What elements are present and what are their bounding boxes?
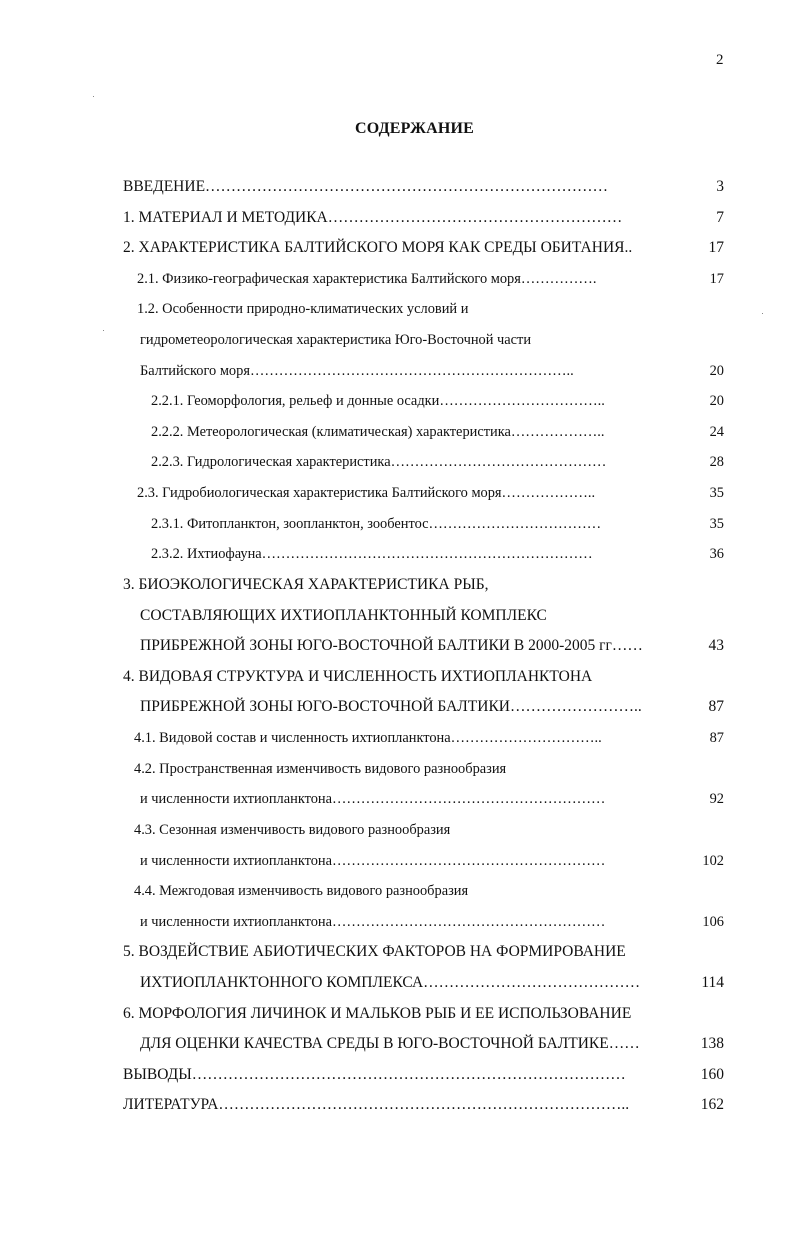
toc-entry [0, 447, 799, 477]
toc-entry-title: 1. МАТЕРИАЛ И МЕТОДИКА………………………………………………… [123, 209, 623, 226]
toc-entry [0, 386, 799, 416]
toc-entry [0, 509, 799, 539]
toc-entry [0, 1060, 799, 1090]
toc-entry-title: 2.3.1. Фитопланктон, зоопланктон, зообентос……………………………… [151, 516, 602, 532]
toc-entry-page: 138 [700, 1035, 724, 1052]
toc-entry-page: 162 [700, 1096, 724, 1113]
toc-entry [0, 203, 799, 233]
toc-entry-title: 4. ВИДОВАЯ СТРУКТУРА И ЧИСЛЕННОСТЬ ИХТИОПЛАНКТОНА [123, 668, 593, 685]
toc-entry-title: 2.2.3. Гидрологическая характеристика……………………………………… [151, 454, 607, 470]
toc-entry-title: 2.3.2. Ихтиофауна…………………………………………………………… [151, 546, 593, 562]
toc-entry-page: 20 [709, 393, 724, 409]
toc-entry [0, 356, 799, 386]
toc-entry-title: 4.4. Межгодовая изменчивость видового разнообразия [134, 883, 469, 899]
toc-entry-title: и численности ихтиопланктона………………………………………………… [140, 914, 606, 930]
toc-entry [0, 601, 799, 631]
toc-entry-page: 17 [708, 239, 724, 256]
page-number: 2 [716, 52, 724, 68]
toc-entry-page: 160 [700, 1066, 724, 1083]
toc-entry [0, 264, 799, 294]
toc-entry [0, 815, 799, 845]
toc-entry-title: ВЫВОДЫ………………………………………………………………………… [123, 1066, 626, 1083]
toc-entry-page: 87 [709, 730, 724, 746]
toc-entry-page: 36 [709, 546, 724, 562]
toc-entry [0, 999, 799, 1029]
toc-entry-title: 6. МОРФОЛОГИЯ ЛИЧИНОК И МАЛЬКОВ РЫБ И ЕЕ ИСПОЛЬЗОВАНИЕ [123, 1005, 632, 1022]
toc-entry [0, 968, 799, 998]
toc-entry-title: и численности ихтиопланктона………………………………………………… [140, 853, 606, 869]
toc-entry-page: 20 [709, 363, 724, 379]
toc-entry [0, 662, 799, 692]
toc-entry-title: 1.2. Особенности природно-климатических условий и [137, 301, 469, 317]
toc-entry [0, 325, 799, 355]
toc-entry [0, 754, 799, 784]
toc-entry-title: 5. ВОЗДЕЙСТВИЕ АБИОТИЧЕСКИХ ФАКТОРОВ НА ФОРМИРОВАНИЕ [123, 943, 626, 960]
toc-entry-title: Балтийского моря………………………………………………………….. [140, 363, 574, 379]
toc-entry-page: 87 [708, 698, 724, 715]
toc-entry [0, 417, 799, 447]
toc-entry-title: ЛИТЕРАТУРА…………………………………………………………………….. [123, 1096, 630, 1113]
toc-entry [0, 294, 799, 324]
toc-entry-title: СОСТАВЛЯЮЩИХ ИХТИОПЛАНКТОННЫЙ КОМПЛЕКС [140, 607, 547, 624]
toc-entry-page: 43 [708, 637, 724, 654]
toc-entry-title: 2.1. Физико-географическая характеристика Балтийского моря……………. [137, 271, 597, 287]
toc-entry [0, 233, 799, 263]
scan-speck [762, 313, 763, 314]
toc-entry-title: 3. БИОЭКОЛОГИЧЕСКАЯ ХАРАКТЕРИСТИКА РЫБ, [123, 576, 489, 593]
scan-speck [93, 96, 94, 97]
toc-entry-title: и численности ихтиопланктона………………………………………………… [140, 791, 606, 807]
toc-entry-page: 3 [716, 178, 724, 195]
toc-entry [0, 692, 799, 722]
toc-entry [0, 876, 799, 906]
toc-entry [0, 846, 799, 876]
toc-entry [0, 723, 799, 753]
toc-entry-title: 2. ХАРАКТЕРИСТИКА БАЛТИЙСКОГО МОРЯ КАК СРЕДЫ ОБИТАНИЯ.. [123, 239, 633, 256]
toc-entry-page: 7 [716, 209, 724, 226]
toc-entry-title: 4.2. Пространственная изменчивость видового разнообразия [134, 761, 507, 777]
toc-entry [0, 1029, 799, 1059]
toc-entry-page: 102 [702, 853, 724, 869]
toc-entry-title: 2.3. Гидробиологическая характеристика Балтийского моря……………….. [137, 485, 596, 501]
toc-entry-page: 92 [709, 791, 724, 807]
toc-entry [0, 937, 799, 967]
toc-entry-page: 28 [709, 454, 724, 470]
toc-entry [0, 570, 799, 600]
toc-entry [0, 784, 799, 814]
toc-entry-page: 114 [701, 974, 724, 991]
toc-entry-page: 24 [709, 424, 724, 440]
toc-entry [0, 478, 799, 508]
toc-entry [0, 1090, 799, 1120]
page-title: СОДЕРЖАНИЕ [354, 120, 475, 137]
toc-entry-title: ДЛЯ ОЦЕНКИ КАЧЕСТВА СРЕДЫ В ЮГО-ВОСТОЧНОЙ БАЛТИКЕ…… [140, 1035, 640, 1052]
scan-speck [103, 330, 104, 331]
toc-entry-title: 2.2.2. Метеорологическая (климатическая) характеристика……………….. [151, 424, 605, 440]
toc-entry-title: ИХТИОПЛАНКТОННОГО КОМПЛЕКСА…………………………………… [140, 974, 641, 991]
toc-entry-page: 17 [709, 271, 724, 287]
toc-entry-title: 2.2.1. Геоморфология, рельеф и донные осадки…………………………….. [151, 393, 605, 409]
toc-entry-page: 35 [709, 485, 724, 501]
toc-entry-title: 4.1. Видовой состав и численность ихтиопланктона………………………….. [134, 730, 602, 746]
toc-entry-page: 106 [702, 914, 724, 930]
toc-entry-page: 35 [709, 516, 724, 532]
toc-entry [0, 539, 799, 569]
toc-entry [0, 907, 799, 937]
toc-entry-title: гидрометеорологическая характеристика Юго-Восточной части [140, 332, 532, 348]
toc-entry-title: ПРИБРЕЖНОЙ ЗОНЫ ЮГО-ВОСТОЧНОЙ БАЛТИКИ…………………….. [140, 698, 642, 715]
toc-entry-title: ВВЕДЕНИЕ…………………………………………………………………… [123, 178, 609, 195]
toc-entry-title: ПРИБРЕЖНОЙ ЗОНЫ ЮГО-ВОСТОЧНОЙ БАЛТИКИ В 2000-2005 гг…… [140, 637, 643, 654]
toc-entry [0, 631, 799, 661]
toc-entry-title: 4.3. Сезонная изменчивость видового разнообразия [134, 822, 451, 838]
toc-entry [0, 172, 799, 202]
